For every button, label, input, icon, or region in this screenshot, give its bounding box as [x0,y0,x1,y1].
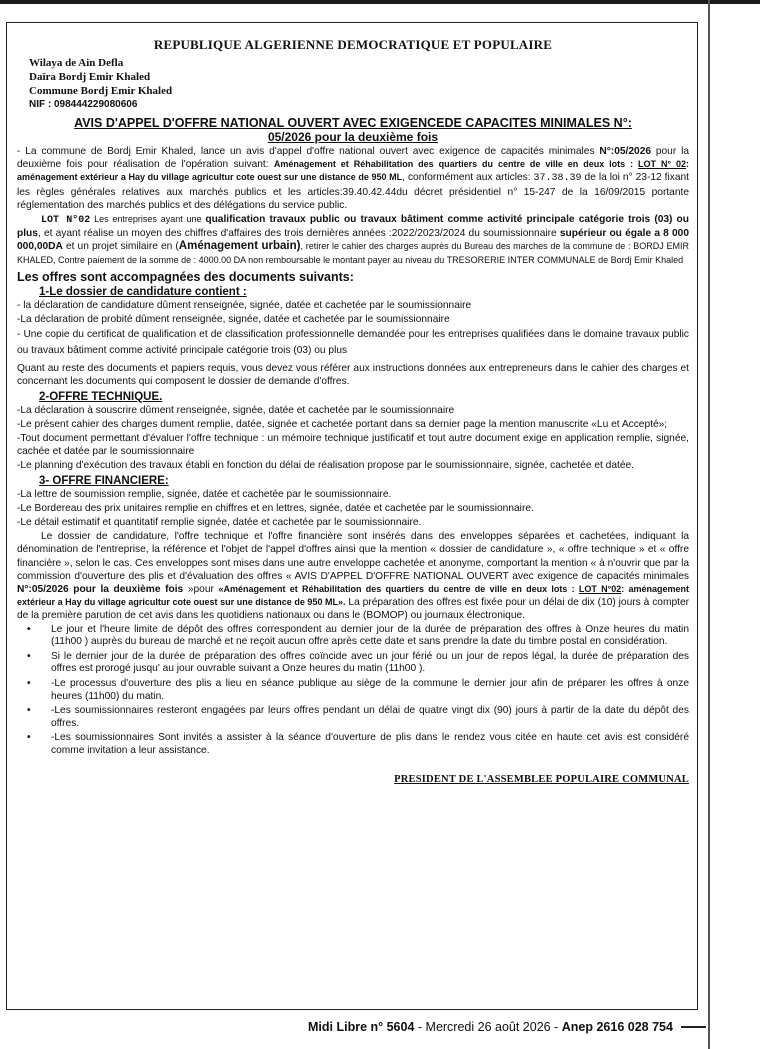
anep-number: Anep 2616 028 754 [561,1020,673,1034]
list-item-text: Le jour et l'heure limite de dépôt des offres correspondent au dernier jour de la durée de préparation des offres à Onze heures du matin (11h00 ) auprès du bureau de marché et ne reçoit aucun offre après cette date et sans prendre la date du timbre postal en considération. [51,623,689,648]
notice-number: N°:05/2026 pour la deuxième fois [17,584,184,596]
footer-separator: - [414,1020,426,1034]
page-edge-rule [708,0,710,1049]
footer-text [300,1020,681,1034]
signature-line: PRESIDENT DE L'ASSEMBLEE POPULAIRE COMMUNAL [394,773,689,785]
notice-number: N°:05/2026 [599,146,652,157]
turnover-amount: supérieur ou égale a 8 000 000,00DA [17,228,689,253]
section-1-item: - Une copie du certificat de qualification et de classification professionnelle demandée pour les entreprises qualifiées dans le domaine travaux public ou travaux bâtiment comme activité principale catégorie trois (03) ou plus [17,329,689,356]
bullet-icon: • [27,732,31,744]
section-3-item: -Le Bordereau des prix unitaires remplie en chiffres et en lettres, signée, datée et cachetée par le soumissionnaire. [17,502,534,514]
publication-name: Midi Libre n° 5604 [308,1020,415,1034]
bullet-icon: • [27,678,31,690]
text-run: de la loi n° 23-12 fixant les règles générales relatives aux marchés publics et les articles:39.40.42.44du décret présidentiel n° 15-247 de la 16/09/2015 portante réglementation des marchés publics et des délégations du service public. [17,172,689,211]
section-2-item: -Le présent cahier des charges dument remplie, datée, signée et cachetée portant dans sa dernier page la mention manuscrite «Lu et Accepté»; [17,418,668,430]
section-1-item: -La déclaration de probité dûment renseignée, signée, datée et cachetée par le soumissionnaire [17,314,450,326]
commune-line: Commune Bordj Emir Khaled [29,85,173,97]
intro-paragraph-2 [17,213,689,267]
documents-heading: Les offres sont accompagnées des documents suivants: [17,269,354,284]
section-3-item: -La lettre de soumission remplie, signée, datée et cachetée par le soumissionnaire. [17,488,392,500]
publication-footer [0,1020,706,1034]
section-1-heading: 1-Le dossier de candidature contient : [39,285,247,298]
list-item [27,732,689,757]
notice-frame [6,22,698,1010]
list-item [27,650,689,676]
section-2-item: -Tout document permettant d'évaluer l'offre technique : un mémoire technique justificatif et tout autre document exige en application remplie, signée, cachée et datée par le soumissionnaire [17,433,689,458]
bullet-icon: • [27,650,31,662]
section-2-item: -Le planning d'exécution des travaux établi en fonction du délai de réalisation propose par le soumissionnaire, signée, cachetée et datée. [17,460,634,472]
list-item-text: -Le processus d'ouverture des plis a lieu en séance publique au siège de la commune le dernier jour afin de préparer les offres à onze heures (11h00) du matin. [51,678,689,702]
section-2-item: -La déclaration à souscrire dûment renseignée, signée, datée et cachetée par le soumissionnaire [17,404,455,416]
text-run: - La commune de Bordj Emir Khaled, lance un avis d'appel d'offre national ouvert avec exigence de capacités minimales [17,146,600,157]
operation-detail: : aménagement extérieur a Hay du village agricultur cote ouest sur une distance de 950 ML [17,159,690,183]
section-1-item: - la déclaration de candidature dûment renseignée, signée, datée et cachetée par le soumissionnaire [17,299,472,311]
section-3-heading: 3- OFFRE FINANCIERE: [39,474,169,487]
closing-paragraph [17,530,689,622]
list-item-text: -Les soumissionnaires Sont invités a assister à la séance d'ouverture de plis dans le rendez vous citée en haute cet avis est considéré comme invitation a leur assistance. [51,732,689,757]
top-border [0,0,760,4]
nif-line: NIF : 098444229080606 [29,99,138,110]
text-run: , et ayant réalise un moyen des chiffres d'affaires des trois dernières années :2022/2023/2024 du soumissionnaire [37,228,560,240]
operation-name: «Aménagement et Réhabilitation des quartiers du centre de ville en deux lots : [218,584,579,595]
list-item [27,678,689,703]
list-item-text: Si le dernier jour de la durée de préparation des offres coïncide avec un jour férié ou un jour de repos légal, la durée de préparation des offres est prorogé jusqu' au jour ouvrable suivant a Onze heures du matin (11h00 ). [51,650,689,675]
text-run: , retirer le cahier des charges auprès du Bureau des marches de la commune de : BORDJ EMIR KHALED, Contre paiement de la somme de : 4000.00 DA non remboursable le montant payer au niveau du TRESORERIE INTER COMMUNALE de Bordj Emir Khaled [17,241,689,265]
text-run: Les entreprises ayant une [90,214,206,225]
text-run: pour la deuxième fois pour réalisation de l'opération suivant: [17,146,689,171]
similar-project: Aménagement urbain) [178,240,301,253]
qualification-requirement: qualification travaux public ou travaux bâtiment comme activité principale catégorie trois (03) ou plus [17,214,690,240]
lot-label: LOT N°02 [41,215,91,227]
republic-header: REPUBLIQUE ALGERIENNE DEMOCRATIQUE ET POPULAIRE [153,37,553,52]
text-run: »pour [183,584,219,596]
lot-label: LOT N°02 [578,584,622,595]
daira-line: Daïra Bordj Emir Khaled [29,71,151,83]
section-1-note: Quant au reste des documents et papiers requis, vous devez vous référer aux instructions données aux entrepreneurs dans le cahier des charges et concernant les documents qui composent le dossier de demande d'offres. [17,363,689,388]
section-3-item: -Le détail estimatif et quantitatif remplie signée, datée et cachetée par le soumissionnaire. [17,517,422,529]
footer-rule-right [681,1026,706,1028]
wilaya-line: Wilaya de Ain Defla [29,57,124,69]
text-run: , conformément aux articles: [402,172,534,184]
text-run: Le dossier de candidature, l'offre technique et l'offre financière sont insérés dans des enveloppes séparées et cachetées, indiquant la dénomination de l'entreprise, la référence et l'objet de l'appel d'offres ainsi que la mention « dossier de candidature », « offre technique » et « offre financière », selon le cas. Ces enveloppes sont mises dans une autre enveloppe cachetée et anonyme, comportant la mention « à n'ouvrir que par la commission d'ouverture des plis et d'évaluation des offres « AVIS D'APPEL D'OFFRE NATIONAL OUVERT avec exigence de capacités minimales [17,531,689,582]
bullet-icon: • [27,705,31,717]
list-item [27,705,689,730]
text-run: et un projet similaire en ( [62,241,179,253]
articles-numbers: 37.38.39 [533,173,582,185]
publication-date: Mercredi 26 août 2026 [425,1020,551,1034]
intro-paragraph-1 [17,145,689,212]
title-line-1: AVIS D'APPEL D'OFFRE NATIONAL OUVERT AVEC EXIGENCEDE CAPACITES MINIMALES N°: [74,116,632,130]
notice-title [17,116,689,144]
title-line-2: 05/2026 pour la deuxième fois [267,130,439,144]
list-item-text: -Les soumissionnaires resteront engagées par leurs offres pendant un délai de quatre vingt dix (90) jours à partir de la date du dépôt des offres. [51,705,689,729]
conditions-list [17,624,689,758]
list-item [27,623,689,649]
operation-detail: : aménagement extérieur a Hay du village agricultur cote ouest sur une distance de 950 ML». [17,584,689,608]
notice-body [17,37,689,785]
section-2-heading: 2-OFFRE TECHNIQUE. [39,390,163,403]
bullet-icon: • [27,623,31,635]
operation-name: Aménagement et Réhabilitation des quartiers du centre de ville en deux lots : [273,159,639,170]
lot-label: LOT N° 02 [638,159,687,170]
text-run: La préparation des offres est fixée pour un délai de dix (10) jours à compter de la première parution de cet avis dans les quotidiens nationaux ou dans le (BOMOP) ou journaux électronique. [17,597,690,622]
footer-separator: - [550,1020,562,1034]
